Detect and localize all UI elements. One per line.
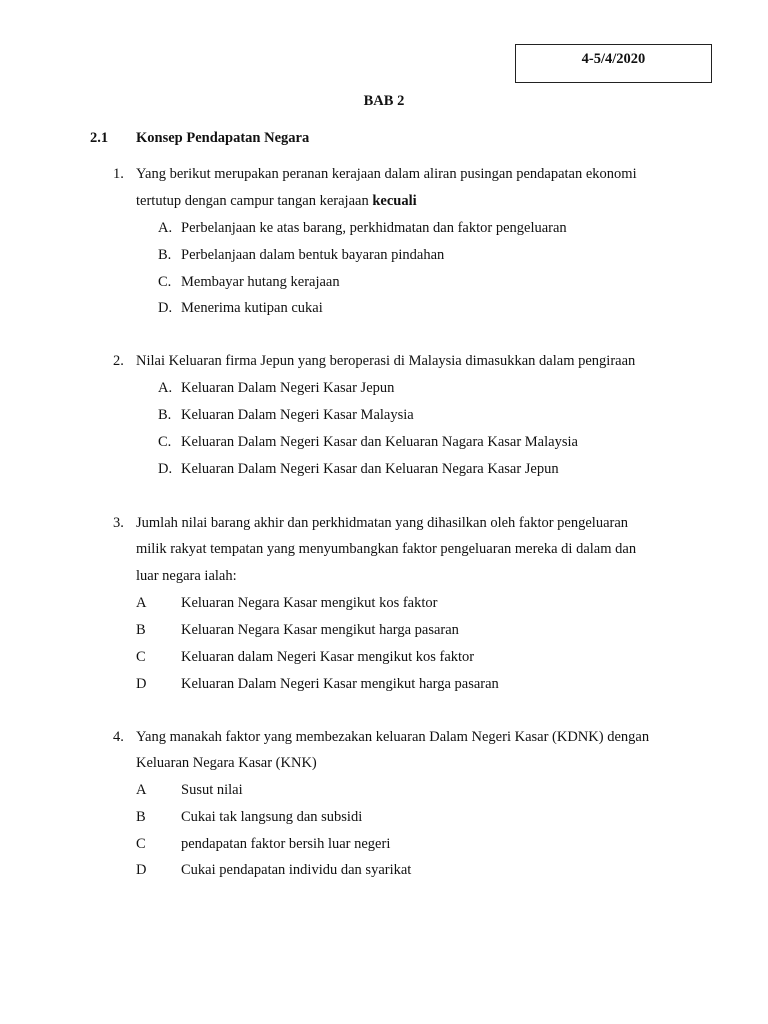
option-label: C	[136, 836, 146, 852]
option-text: Keluaran Dalam Negeri Kasar Jepun	[181, 380, 395, 396]
option-label: D	[136, 676, 147, 692]
option-label: D.	[158, 461, 173, 477]
question-text-line: tertutup dengan campur tangan kerajaan	[136, 193, 373, 209]
date-label: 4-5/4/2020	[581, 51, 646, 67]
section-title: Konsep Pendapatan Negara	[136, 130, 310, 146]
option-text: Keluaran Dalam Negeri Kasar dan Keluaran Nagara Kasar Malaysia	[181, 434, 578, 450]
option-text: Membayar hutang kerajaan	[181, 274, 340, 290]
option-label: D.	[158, 300, 173, 316]
question-number: 1.	[113, 166, 124, 182]
option-label: B	[136, 809, 146, 825]
question-text-line: milik rakyat tempatan yang menyumbangkan faktor pengeluaran mereka di dalam dan	[136, 541, 637, 557]
option-text: Menerima kutipan cukai	[181, 300, 323, 316]
option-text: Susut nilai	[181, 782, 243, 798]
option-label: B.	[158, 407, 172, 423]
emphasis-word: kecuali	[372, 193, 417, 209]
option-text: Perbelanjaan dalam bentuk bayaran pindahan	[181, 247, 445, 263]
option-label: A.	[158, 380, 173, 396]
option-text: pendapatan faktor bersih luar negeri	[181, 836, 391, 852]
section-number: 2.1	[90, 130, 109, 146]
option-label: A.	[158, 220, 173, 236]
option-label: A	[136, 595, 147, 611]
option-text: Cukai pendapatan individu dan syarikat	[181, 862, 412, 878]
option-text: Keluaran Dalam Negeri Kasar dan Keluaran Negara Kasar Jepun	[181, 461, 559, 477]
question-text-line: Yang manakah faktor yang membezakan keluaran Dalam Negeri Kasar (KDNK) dengan	[136, 729, 650, 745]
question-text-line: Nilai Keluaran firma Jepun yang beroperasi di Malaysia dimasukkan dalam pengiraan	[136, 353, 636, 369]
option-text: Keluaran Dalam Negeri Kasar Malaysia	[181, 407, 414, 423]
chapter-heading: BAB 2	[363, 93, 405, 109]
question-text-line: Yang berikut merupakan peranan kerajaan dalam aliran pusingan pendapatan ekonomi	[136, 166, 637, 182]
option-label: C.	[158, 434, 172, 450]
option-text: Keluaran Dalam Negeri Kasar mengikut harga pasaran	[181, 676, 499, 692]
option-label: D	[136, 862, 147, 878]
question-text-line: Keluaran Negara Kasar (KNK)	[136, 755, 317, 771]
question-number: 4.	[113, 729, 124, 745]
option-label: C	[136, 649, 146, 665]
question-text-line: luar negara ialah:	[136, 568, 237, 584]
option-label: B.	[158, 247, 172, 263]
question-number: 2.	[113, 353, 124, 369]
option-label: B	[136, 622, 146, 638]
option-text: Cukai tak langsung dan subsidi	[181, 809, 363, 825]
date-box	[515, 44, 712, 83]
option-text: Keluaran dalam Negeri Kasar mengikut kos faktor	[181, 649, 475, 665]
question-number: 3.	[113, 515, 124, 531]
option-text: Keluaran Negara Kasar mengikut harga pasaran	[181, 622, 459, 638]
option-text: Perbelanjaan ke atas barang, perkhidmatan dan faktor pengeluaran	[181, 220, 567, 236]
option-label: A	[136, 782, 147, 798]
question-text-line-with-emphasis	[136, 193, 417, 210]
option-label: C.	[158, 274, 172, 290]
option-text: Keluaran Negara Kasar mengikut kos faktor	[181, 595, 438, 611]
question-text-line: Jumlah nilai barang akhir dan perkhidmatan yang dihasilkan oleh faktor pengeluaran	[136, 515, 629, 531]
